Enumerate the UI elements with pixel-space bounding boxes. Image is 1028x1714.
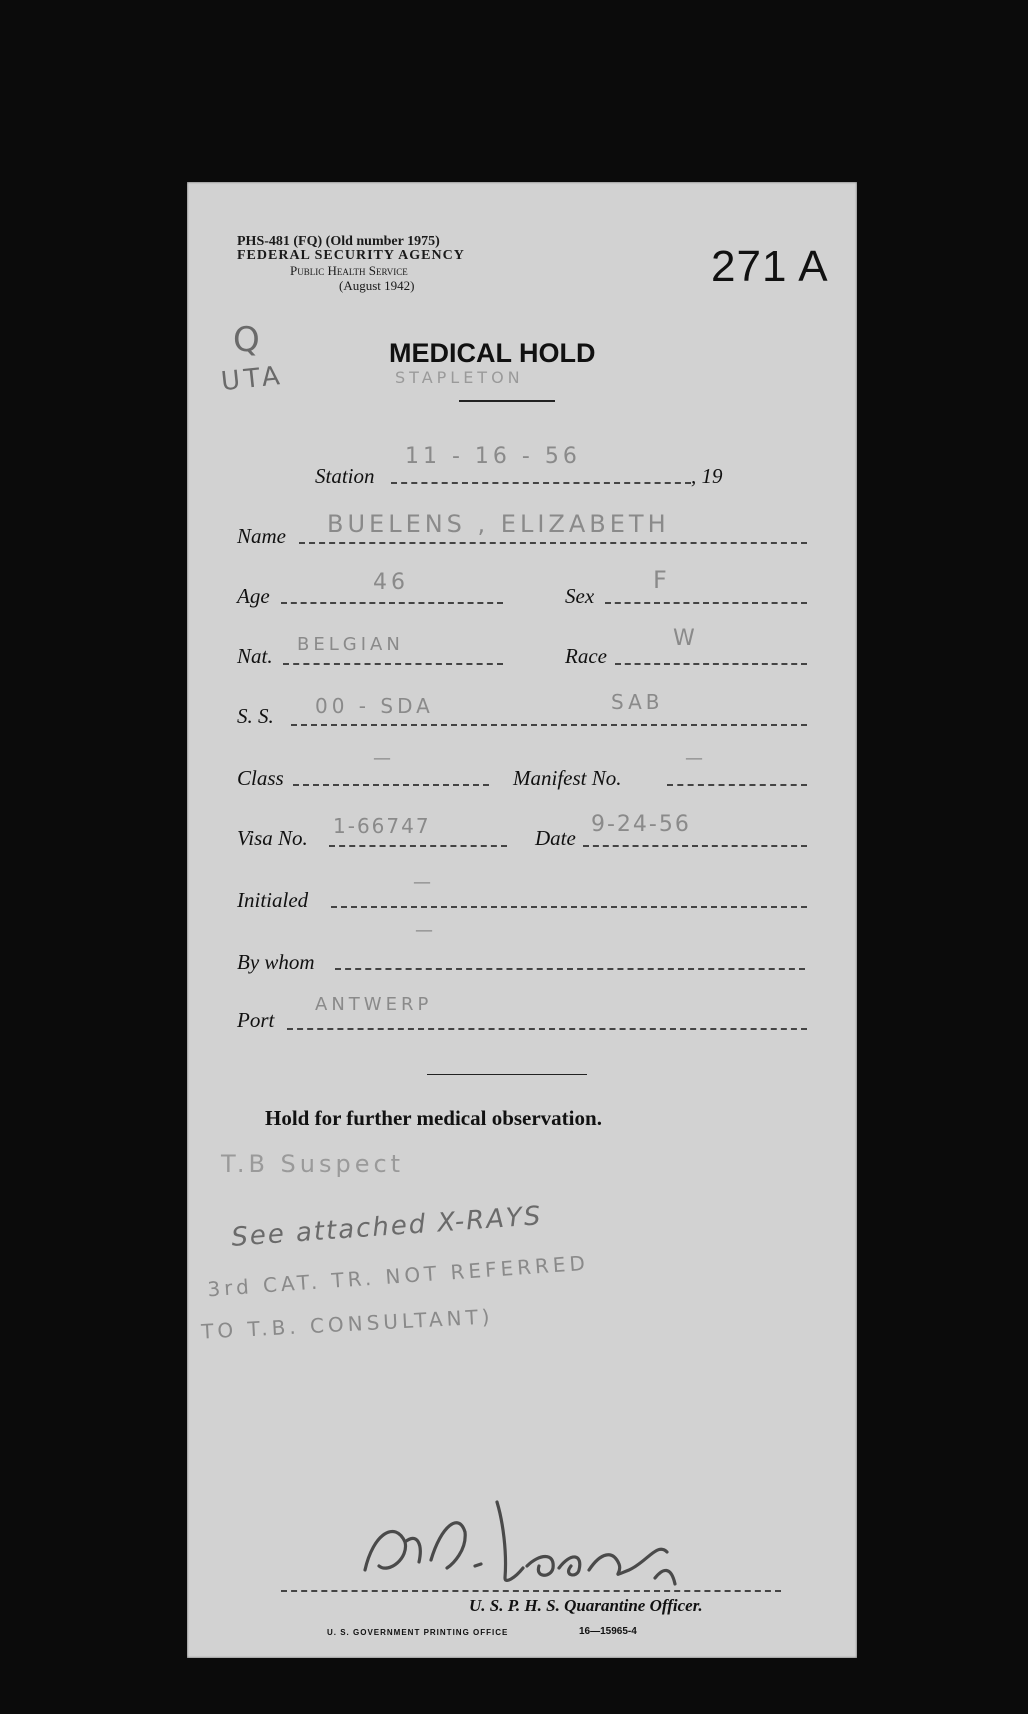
name-line — [299, 542, 807, 544]
agency-name: FEDERAL SECURITY AGENCY — [237, 248, 465, 263]
year-label: , 19 — [691, 464, 723, 488]
class-label: Class — [237, 766, 284, 790]
hold-notice: Hold for further medical observation. — [265, 1106, 602, 1130]
margin-note-q: Q — [233, 320, 264, 360]
visa-label: Visa No. — [237, 826, 308, 850]
nat-value: BELGIAN — [297, 634, 404, 655]
name-label: Name — [237, 524, 286, 548]
signature-line — [281, 1590, 781, 1592]
ss-label: S. S. — [237, 704, 274, 728]
ss-value-2: SAB — [611, 690, 664, 714]
by-whom-label: By whom — [237, 950, 315, 974]
port-label: Port — [237, 1008, 275, 1032]
form-date: (August 1942) — [339, 278, 415, 293]
initialed-label: Initialed — [237, 888, 309, 912]
sex-value: F — [653, 566, 671, 594]
note-consultant: TO T.B. CONSULTANT) — [200, 1304, 495, 1344]
ss-line — [291, 724, 807, 726]
station-line — [391, 482, 691, 484]
date-value: 9-24-56 — [591, 812, 691, 837]
date-label: Date — [535, 826, 576, 850]
sex-line — [605, 602, 807, 604]
race-label: Race — [565, 644, 607, 668]
margin-note-uta: UTA — [219, 360, 286, 398]
visa-line — [329, 845, 507, 847]
medical-hold-card — [187, 182, 857, 1658]
by-whom-value: — — [415, 920, 437, 941]
form-id: 271 A — [711, 242, 829, 291]
note-tb-suspect: T.B Suspect — [221, 1150, 405, 1178]
officer-signature — [357, 1482, 697, 1592]
printer-code: 16—15965-4 — [579, 1626, 637, 1637]
note-category: 3rd CAT. TR. NOT REFERRED — [206, 1250, 590, 1302]
section-divider — [427, 1074, 587, 1075]
officer-title: U. S. P. H. S. Quarantine Officer. — [469, 1596, 703, 1615]
by-whom-line — [335, 968, 805, 970]
title-underline — [459, 400, 555, 402]
form-number-line: PHS-481 (FQ) (Old number 1975) — [237, 234, 440, 249]
name-value: BUELENS , ELIZABETH — [327, 510, 670, 538]
note-see-attached: See attached X-RAYS — [230, 1201, 544, 1253]
race-line — [615, 663, 807, 665]
nat-line — [283, 663, 503, 665]
ss-value: 00 - SDA — [315, 694, 434, 718]
class-line — [293, 784, 489, 786]
sex-label: Sex — [565, 584, 595, 608]
manifest-line — [667, 784, 807, 786]
station-stamp: STAPLETON — [395, 368, 524, 387]
form-title: MEDICAL HOLD — [389, 338, 596, 368]
manifest-value: — — [685, 748, 707, 769]
station-label: Station — [315, 464, 375, 488]
manifest-label: Manifest No. — [513, 766, 622, 790]
age-line — [281, 602, 503, 604]
race-value: W — [673, 626, 699, 651]
port-value: ANTWERP — [315, 994, 433, 1015]
age-value: 46 — [373, 570, 409, 595]
initialed-line — [331, 906, 807, 908]
age-label: Age — [237, 584, 270, 608]
initialed-value: — — [413, 872, 435, 893]
visa-value: 1-66747 — [333, 814, 431, 838]
printer-imprint: U. S. GOVERNMENT PRINTING OFFICE — [327, 1628, 509, 1637]
date-line — [583, 845, 807, 847]
port-line — [287, 1028, 807, 1030]
station-value: 11 - 16 - 56 — [405, 444, 581, 469]
nat-label: Nat. — [237, 644, 273, 668]
service-name: Public Health Service — [290, 263, 408, 278]
class-value: — — [373, 748, 395, 769]
